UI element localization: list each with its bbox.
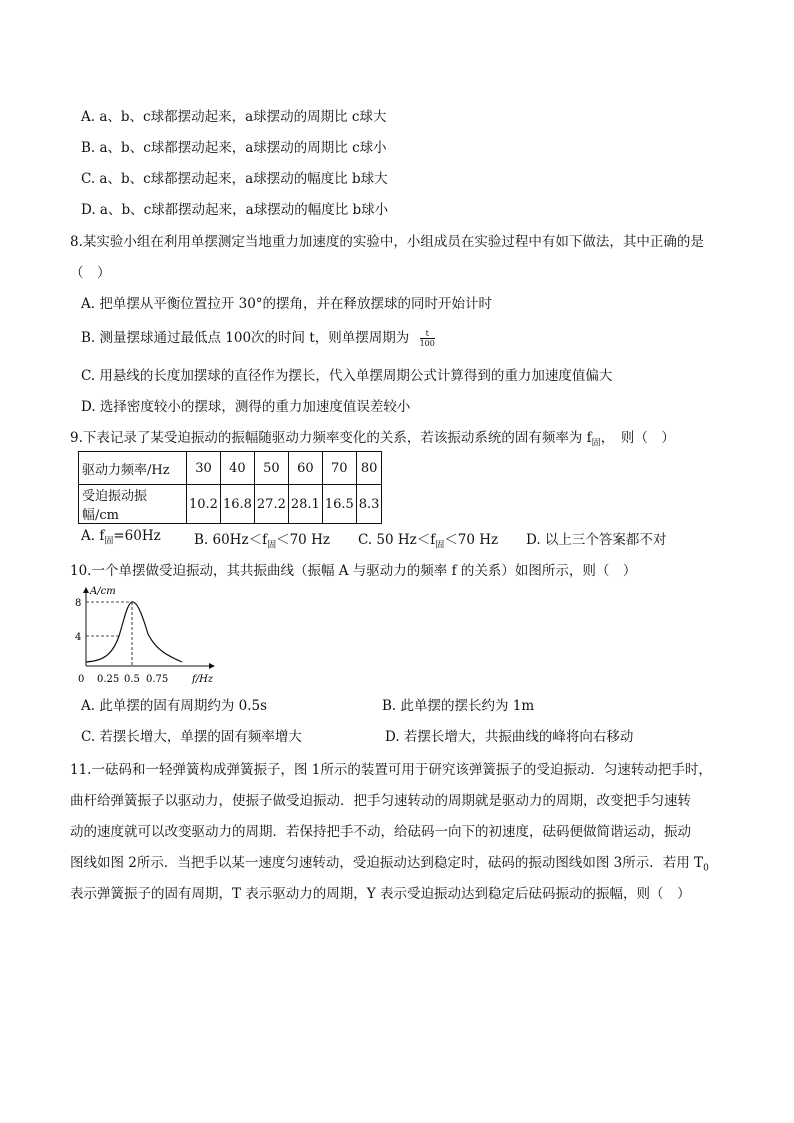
y-axis-label: A/cm xyxy=(90,586,116,597)
q7-option-b: B. a、b、c球都摆动起来，a球摆动的周期比 c球小 xyxy=(81,140,387,156)
table-cell: 10.2 xyxy=(187,485,221,524)
q9-option-b-post: ＜70 Hz xyxy=(276,532,330,548)
q9-option-c-sub: 固 xyxy=(435,540,445,551)
q10-option-d: D. 若摆长增大，共振曲线的峰将向右移动 xyxy=(385,729,634,745)
q9-option-c-post: ＜70 Hz xyxy=(444,532,499,548)
q8-option-a: A. 把单摆从平衡位置拉开 30°的摆角，并在释放摆球的同时开始计时 xyxy=(81,296,493,312)
q9-option-a-post: =60Hz xyxy=(113,528,161,544)
q10-option-a: A. 此单摆的固有周期约为 0.5s xyxy=(81,698,268,714)
x-axis-label: f/Hz xyxy=(192,674,214,685)
q9-stem xyxy=(70,426,675,449)
q7-option-d: D. a、b、c球都摆动起来，a球摆动的幅度比 b球小 xyxy=(81,202,389,218)
table-cell: 16.5 xyxy=(322,485,356,524)
q10-stem: 10.一个单摆做受迫振动，其共振曲线（振幅 A 与驱动力的频率 f 的关系）如图所示，则（ ） xyxy=(70,563,637,579)
q8-stem: 8.某实验小组在利用单摆测定当地重力加速度的实验中，小组成员在实验过程中有如下做法，其中正确的是 xyxy=(70,234,704,250)
q9-option-b xyxy=(194,528,330,551)
q11-line-1: 11.一砝码和一轻弹簧构成弹簧振子，图 1所示的装置可用于研究该弹簧振子的受迫振动．匀速转动把手时， xyxy=(70,762,712,778)
x-tick-025: 0.25 xyxy=(97,674,120,685)
q8-paren: （ ） xyxy=(70,265,111,281)
y-tick-8: 8 xyxy=(75,598,82,609)
origin-label: 0 xyxy=(78,674,85,685)
q8-option-d: D. 选择密度较小的摆球，测得的重力加速度值误差较小 xyxy=(81,399,411,415)
q11-line-2: 曲杆给弹簧振子以驱动力，使振子做受迫振动．把手匀速转动的周期就是驱动力的周期，改变把手匀速转 xyxy=(70,793,691,809)
fraction-numerator: t xyxy=(420,329,435,339)
table-cell: 70 xyxy=(322,452,356,485)
table-header-frequency: 驱动力频率/Hz xyxy=(79,452,187,485)
q9-option-b-pre: B. 60Hz＜f xyxy=(194,532,268,548)
q9-stem-sub: 固 xyxy=(591,438,601,449)
q11-line-3: 动的速度就可以改变驱动力的周期．若保持把手不动，给砝码一向下的初速度，砝码便做简谐运动，振动 xyxy=(70,824,691,840)
q9-option-a-pre: A. f xyxy=(81,528,105,544)
q11-line-4-text: 图线如图 2所示．当把手以某一速度匀速转动，受迫振动达到稳定时，砝码的振动图线如图 3所示．若用 T xyxy=(70,855,704,871)
table-cell: 80 xyxy=(356,452,382,485)
q11-line-5: 表示弹簧振子的固有周期，T 表示驱动力的周期，Y 表示受迫振动达到稳定后砝码振动的振幅，则（ ） xyxy=(70,886,691,902)
table-cell: 8.3 xyxy=(356,485,382,524)
table-cell: 30 xyxy=(187,452,221,485)
resonance-curve xyxy=(86,602,182,662)
q9-option-c xyxy=(358,528,498,551)
table-row xyxy=(79,452,382,485)
q9-stem-pre: 9.下表记录了某受迫振动的振幅随驱动力频率变化的关系，若该振动系统的固有频率为 f xyxy=(70,430,592,446)
table-cell: 40 xyxy=(220,452,254,485)
q10-option-b: B. 此单摆的摆长约为 1m xyxy=(382,698,535,714)
q9-option-a-sub: 固 xyxy=(104,536,114,547)
q11-line-4-sub: 0 xyxy=(703,863,709,874)
table-cell: 60 xyxy=(288,452,322,485)
q9-option-a xyxy=(81,528,161,547)
q7-option-c: C. a、b、c球都摆动起来，a球摆动的幅度比 b球大 xyxy=(81,171,388,187)
x-tick-05: 0.5 xyxy=(124,674,140,685)
table-header-amplitude: 受迫振动振幅/cm xyxy=(79,485,187,524)
x-tick-075: 0.75 xyxy=(146,674,169,685)
q9-option-b-sub: 固 xyxy=(267,540,277,551)
q9-option-d: D. 以上三个答案都不对 xyxy=(526,532,667,548)
q9-option-c-pre: C. 50 Hz＜f xyxy=(358,532,436,548)
table-cell: 27.2 xyxy=(254,485,288,524)
q8-option-c: C. 用悬线的长度加摆球的直径作为摆长，代入单摆周期公式计算得到的重力加速度值偏大 xyxy=(81,368,613,384)
q8-option-b xyxy=(81,326,435,348)
y-tick-4: 4 xyxy=(75,632,82,643)
table-cell: 28.1 xyxy=(288,485,322,524)
table-cell: 16.8 xyxy=(220,485,254,524)
frequency-amplitude-table xyxy=(78,451,382,524)
table-row xyxy=(79,485,382,524)
q11-line-4 xyxy=(70,851,709,874)
q9-stem-post: ， 则（ ） xyxy=(600,430,675,446)
table-cell: 50 xyxy=(254,452,288,485)
period-fraction xyxy=(420,329,435,348)
q10-option-c: C. 若摆长增大，单摆的固有频率增大 xyxy=(81,729,302,745)
fraction-denominator: 100 xyxy=(419,339,435,348)
q7-option-a: A. a、b、c球都摆动起来，a球摆动的周期比 c球大 xyxy=(81,109,387,125)
resonance-curve-figure xyxy=(72,584,222,686)
q8-option-b-text: B. 测量摆球通过最低点 100次的时间 t，则单摆周期为 xyxy=(81,330,410,346)
